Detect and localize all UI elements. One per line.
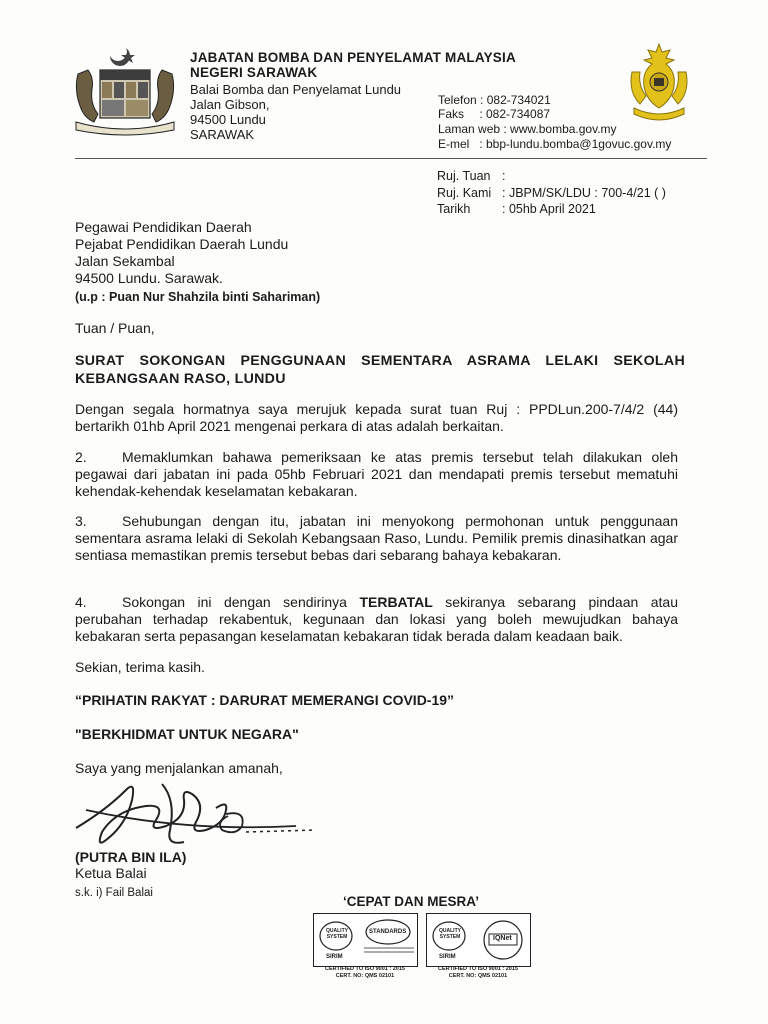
header-divider bbox=[75, 158, 707, 159]
paragraph-text-pre: Sokongan ini dengan sendirinya bbox=[122, 594, 360, 610]
closing-line: Sekian, terima kasih. bbox=[75, 659, 205, 675]
tarikh-value: : 05hb April 2021 bbox=[502, 202, 596, 216]
handwritten-signature bbox=[66, 770, 336, 860]
contact-email bbox=[438, 137, 671, 152]
paragraph-number: 2. bbox=[75, 449, 87, 465]
ruj-tuan bbox=[437, 169, 505, 184]
ruj-kami bbox=[437, 186, 666, 201]
terbatal-emphasis: TERBATAL bbox=[359, 594, 433, 610]
ruj-tuan-value: : bbox=[502, 169, 506, 183]
contact-label: Faks bbox=[438, 107, 465, 121]
contact-telefon bbox=[438, 93, 551, 108]
caption-line: CERT. NO: QMS 02101 bbox=[448, 973, 508, 979]
paragraph-1: Dengan segala hormatnya saya merujuk kepada surat tuan Ruj : PPDLun.200-7/4/2 (44) bertarikh 01hb April 2021 mengenai perkara di atas adalah berkaitan. bbox=[75, 401, 678, 434]
certification-caption-1 bbox=[311, 966, 419, 980]
paragraph-text-post: sekiranya sebarang pindaan atau perubahan terhadap rekabentuk, kegunaan dan lokasi yang boleh mewujudkan bahaya kebakaran serta pepasangan keselamatan kebakaran tidak berada dalam keadaan baik. bbox=[75, 594, 678, 644]
badge-mark: STANDARDS bbox=[369, 929, 407, 935]
ruj-tuan-label: Ruj. Tuan bbox=[437, 169, 491, 183]
slogan-covid: “PRIHATIN RAKYAT : DARURAT MEMERANGI COVID-19” bbox=[75, 692, 455, 708]
ruj-kami-value: : JBPM/SK/LDU : 700-4/21 ( ) bbox=[502, 186, 666, 200]
contact-value: : 082-734021 bbox=[480, 93, 551, 107]
slogan-berkhidmat: "BERKHIDMAT UNTUK NEGARA" bbox=[75, 726, 299, 742]
contact-label: Telefon bbox=[438, 93, 477, 107]
address-line-4: SARAWAK bbox=[190, 127, 255, 142]
sarawak-emblem bbox=[626, 42, 692, 124]
caption-line: CERTIFIED TO ISO 9001 : 2015 bbox=[325, 966, 405, 972]
contact-website bbox=[438, 122, 617, 137]
badge-sub: SIRIM bbox=[326, 954, 343, 960]
paragraph-text: Sehubungan dengan itu, jabatan ini menyokong permohonan untuk penggunaan sementara asrama lelaki di Sekolah Kebangsaan Raso, Lundu. Pemilik premis dinasihatkan agar sentiasa memastikan premis tersebut bebas dari sebarang bahaya kebakaran. bbox=[75, 513, 678, 563]
badge-sub: SIRIM bbox=[439, 954, 456, 960]
certification-caption-2 bbox=[424, 966, 532, 980]
recipient-line-3: Jalan Sekambal bbox=[75, 253, 175, 269]
signatory-title: Ketua Balai bbox=[75, 865, 147, 881]
caption-line: CERT. NO: QMS 02101 bbox=[335, 973, 395, 979]
tarikh-label: Tarikh bbox=[437, 202, 471, 216]
contact-faks bbox=[438, 107, 550, 122]
recipient-line-2: Pejabat Pendidikan Daerah Lundu bbox=[75, 236, 289, 252]
salutation: Tuan / Puan, bbox=[75, 320, 155, 336]
department-name: JABATAN BOMBA DAN PENYELAMAT MALAYSIA bbox=[190, 50, 516, 65]
recipient-attention: (u.p : Puan Nur Shahzila binti Sahariman) bbox=[75, 290, 321, 304]
tarikh bbox=[437, 202, 596, 217]
badge-label: QUALITY SYSTEM bbox=[439, 928, 461, 940]
contact-label: Laman web bbox=[438, 122, 501, 136]
paragraph-number: 3. bbox=[75, 513, 87, 529]
address-line-1: Balai Bomba dan Penyelamat Lundu bbox=[190, 82, 402, 97]
signatory-name: (PUTRA BIN ILA) bbox=[75, 849, 187, 865]
address-line-2: Jalan Gibson, bbox=[190, 97, 270, 112]
carbon-copy: s.k. i) Fail Balai bbox=[75, 887, 153, 899]
ruj-kami-label: Ruj. Kami bbox=[437, 186, 492, 200]
address-line-3: 94500 Lundu bbox=[190, 112, 266, 127]
badge-mark: IQNet bbox=[493, 935, 512, 942]
contact-value: : bbp-lundu.bomba@1govuc.gov.my bbox=[479, 137, 672, 151]
coat-of-arms-emblem bbox=[70, 44, 180, 136]
contact-value: : 082-734087 bbox=[479, 107, 551, 121]
motto: ‘CEPAT DAN MESRA’ bbox=[343, 894, 480, 909]
contact-value: : www.bomba.gov.my bbox=[503, 122, 617, 136]
certification-badge-1 bbox=[313, 913, 418, 967]
contact-label: E-mel bbox=[438, 137, 470, 151]
trust-line: Saya yang menjalankan amanah, bbox=[75, 760, 283, 776]
paragraph-text: Memaklumkan bahawa pemeriksaan ke atas premis tersebut telah dilakukan oleh pegawai dari jabatan ini pada 05hb Februari 2021 dan mendapati premis tersebut mematuhi kehendak-kehendak keselamatan kebakaran. bbox=[75, 449, 678, 499]
recipient-line-4: 94500 Lundu. Sarawak. bbox=[75, 270, 223, 286]
recipient-line-1: Pegawai Pendidikan Daerah bbox=[75, 219, 252, 235]
letter-subject: SURAT SOKONGAN PENGGUNAAN SEMENTARA ASRAMA LELAKI SEKOLAH KEBANGSAAN RASO, LUNDU bbox=[75, 353, 685, 387]
certification-badge-2 bbox=[426, 913, 531, 967]
paragraph-2 bbox=[75, 449, 678, 500]
caption-line: CERTIFIED TO ISO 9001 : 2015 bbox=[438, 966, 518, 972]
badge-label: QUALITY SYSTEM bbox=[326, 928, 348, 940]
paragraph-number: 4. bbox=[75, 594, 87, 610]
paragraph-3 bbox=[75, 513, 678, 564]
paragraph-4 bbox=[75, 594, 678, 645]
state-name: NEGERI SARAWAK bbox=[190, 65, 318, 80]
